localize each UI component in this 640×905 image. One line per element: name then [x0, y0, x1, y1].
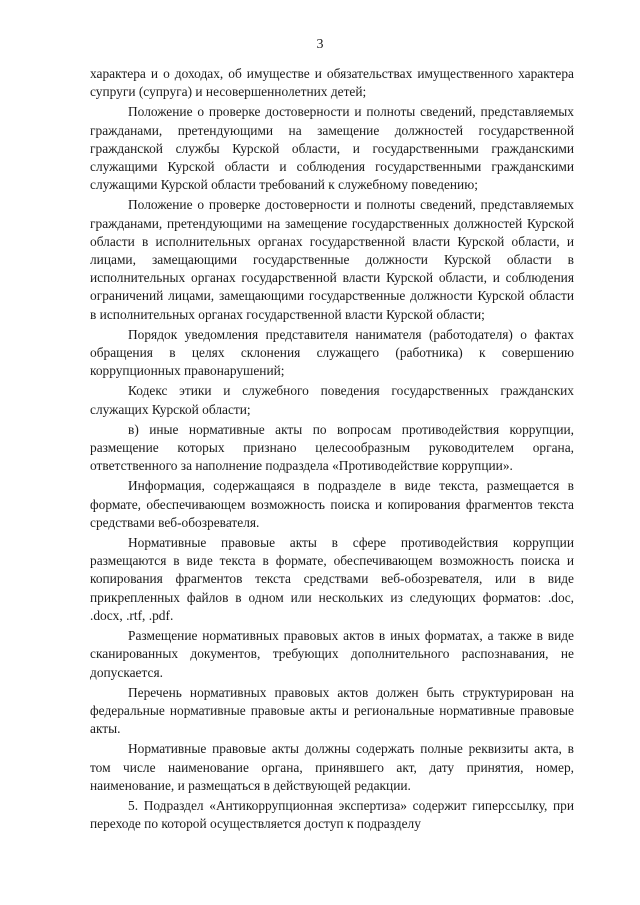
paragraph-text-information-format: Информация, содержащаяся в подразделе в виде текста, размещается в формате, обеспечивающем возможность поиска и копирования фрагментов текста средствами веб-обозревателя. [90, 478, 574, 530]
paragraph-continuation: характера и о доходах, об имуществе и обязательствах имущественного характера супруги (супруга) и несовершеннолетних детей; [90, 66, 574, 100]
paragraph-regulation-verification-civil-servants: Положение о проверке достоверности и полноты сведений, представляемых гражданами, претендующими на замещение должностей государственной гражданской службы Курской области, и государственными гражданскими служащими Курской области и соблюдения государственными гражданскими служащими Курской области требований к служебному поведению; [90, 104, 574, 193]
paragraph-other-normative-acts: в) иные нормативные акты по вопросам противодействия коррупции, размещение которых признано целесообразным руководителем органа, ответственного за наполнение подраздела «Противодействие коррупции». [90, 421, 574, 474]
paragraph-anticorruption-expertise: 5. Подраздел «Антикоррупционная экспертиза» содержит гиперссылку, при переходе по которой осуществляется доступ к подразделу [90, 797, 574, 832]
paragraph-other-formats-prohibited: Размещение нормативных правовых актов в иных форматах, а также в виде сканированных документов, требующих дополнительного распознавания, не допускается. [90, 628, 574, 680]
document-body [90, 65, 574, 835]
paragraph-regulation-verification-state-positions: Положение о проверке достоверности и полноты сведений, представляемых гражданами, претендующими на замещение государственных должностей Курской области в исполнительных органах государственной власти Курской области, и лицами, замещающими государственные должности Курской области в исполнительных органах государственной власти Курской области, и соблюдения ограничений лицами, замещающими государственные должности Курской области в исполнительных органах государственной власти Курской области; [90, 197, 574, 322]
page-number: 3 [316, 37, 324, 52]
paragraph-ethics-code: Кодекс этики и служебного поведения государственных гражданских служащих Курской области; [90, 383, 574, 417]
paragraph-legal-acts-details: Нормативные правовые акты должны содержать полные реквизиты акта, в том числе наименование органа, принявшего акт, дату принятия, номер, наименование, и размещаться в действующей редакции. [90, 741, 574, 793]
paragraph-notification-procedure: Порядок уведомления представителя нанимателя (работодателя) о фактах обращения в целях склонения служащего (работника) к совершению коррупционных правонарушений; [90, 326, 574, 379]
paragraph-legal-acts-file-formats: Нормативные правовые акты в сфере противодействия коррупции размещаются в виде текста в формате, обеспечивающем возможность поиска и копирования фрагментов текста средствами веб-обозревателя, или в виде прикрепленных файлов в одном или нескольких из следующих форматов: .doc, .docx, .rtf, .pdf. [90, 535, 574, 623]
paragraph-list-structure: Перечень нормативных правовых актов должен быть структурирован на федеральные нормативные правовые акты и региональные нормативные правовые акты. [90, 684, 574, 737]
